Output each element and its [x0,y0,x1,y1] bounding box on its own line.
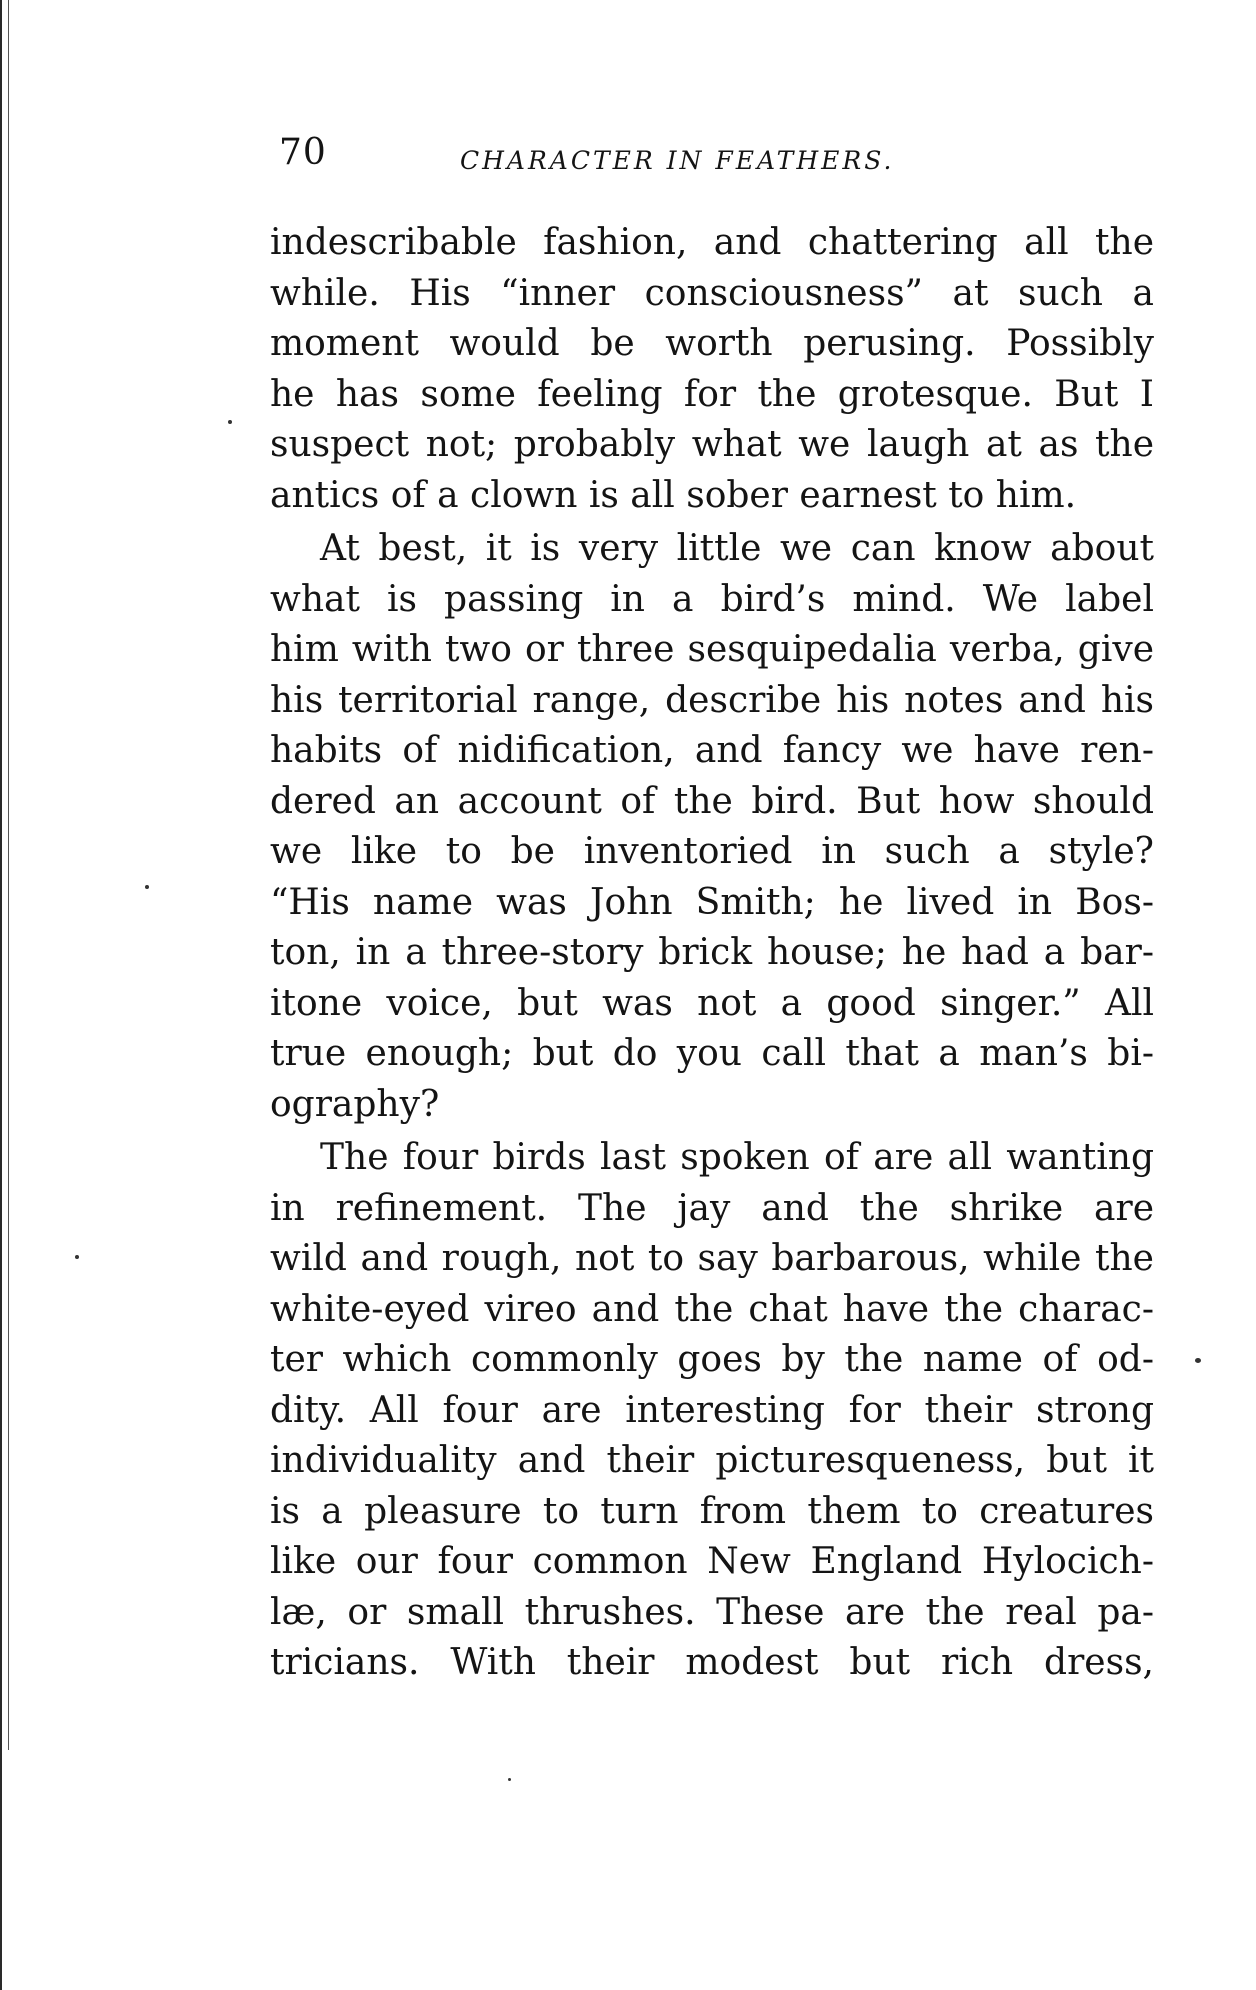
text-line: like our four common New England Hylocich- [270,1541,1154,1582]
text-line: he has some feeling for the grotesque. But I [270,373,1154,415]
text-line: in refinement. The jay and the shrike are [270,1187,1154,1229]
text-line: ography? [270,1083,440,1125]
gutter-rule [8,0,9,1750]
text-line: antics of a clown is all sober earnest to him. [270,474,1077,516]
paragraph-2 [270,524,1154,1130]
scan-speck [145,885,149,889]
text-line: we like to be inventoried in such a style? [270,831,1154,872]
text-line: ter which commonly goes by the name of od- [270,1339,1154,1380]
text-line: indescribable fashion, and chattering all the [270,222,1154,263]
text-line: itone voice, but was not a good singer.” All [270,982,1154,1024]
body-text [270,218,1154,1689]
text-line: what is passing in a bird’s mind. We label [270,578,1154,620]
text-line: At best, it is very little we can know about [320,528,1154,569]
text-line: him with two or three sesquipedalia verba, give [270,629,1154,670]
text-line: habits of nidification, and fancy we have ren- [270,730,1154,771]
text-line: true enough; but do you call that a man’s bi- [270,1033,1154,1074]
paragraph-3 [270,1133,1154,1689]
text-line: læ, or small thrushes. These are the real pa- [270,1591,1154,1633]
text-line: suspect not; probably what we laugh at as the [270,424,1154,465]
text-line: individuality and their picturesqueness, but it [270,1440,1154,1481]
text-line: is a pleasure to turn from them to creatures [270,1490,1154,1532]
page-gutter-edge [0,0,14,1990]
text-line: while. His “inner consciousness” at such a [270,272,1154,314]
text-line: wild and rough, not to say barbarous, while the [270,1238,1154,1279]
page-number: 70 [279,132,327,173]
text-line: The four birds last spoken of are all wanting [320,1137,1154,1178]
text-line: his territorial range, describe his notes and his [270,679,1154,721]
running-title: CHARACTER IN FEATHERS. [460,146,895,175]
scan-speck [75,1255,79,1259]
text-line: dered an account of the bird. But how should [270,780,1154,822]
page-header [275,132,1175,182]
scan-speck [1195,1358,1201,1363]
text-line: tricians. With their modest but rich dress, [270,1642,1154,1683]
text-line: ton, in a three-story brick house; he had a bar- [270,932,1154,973]
text-line: dity. All four are interesting for their strong [270,1389,1154,1431]
scan-speck [508,1778,511,1781]
text-line: “His name was John Smith; he lived in Bos- [270,881,1154,923]
paragraph-1 [270,218,1154,521]
scan-speck [228,420,232,424]
text-line: moment would be worth perusing. Possibly [270,323,1154,364]
text-line: white-eyed vireo and the chat have the charac- [270,1288,1154,1330]
